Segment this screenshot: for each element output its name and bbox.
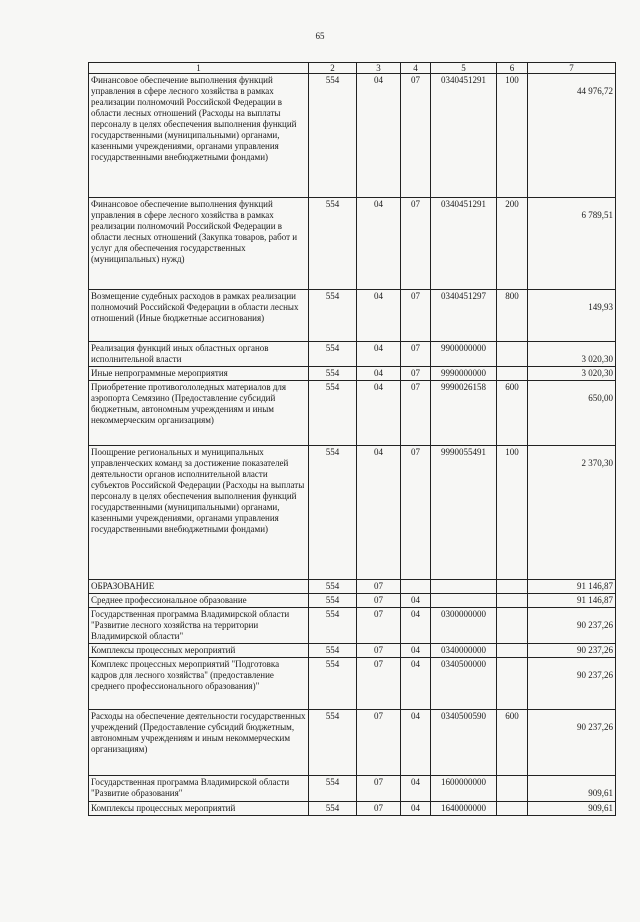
ministry-code-cell: 554: [309, 290, 357, 342]
section-code-cell: 07: [357, 580, 401, 594]
column-header: 7: [528, 63, 616, 74]
section-code-cell: 04: [357, 381, 401, 446]
row-name-cell: Государственная программа Владимирской области "Развитие лесного хозяйства на территории Владимирской области": [89, 608, 309, 644]
amount-cell: [528, 658, 616, 710]
section-code-cell: 07: [357, 644, 401, 658]
column-header: 1: [89, 63, 309, 74]
ministry-code-cell: 554: [309, 446, 357, 580]
expense-type-code-cell: 600: [497, 381, 528, 446]
column-header: 6: [497, 63, 528, 74]
amount-cell: [528, 381, 616, 446]
subsection-code-cell: 04: [401, 608, 431, 644]
subsection-code-cell: 07: [401, 74, 431, 198]
expense-type-code-cell: [497, 802, 528, 816]
amount-cell: [528, 594, 616, 608]
amount-value: 909,61: [588, 803, 613, 813]
amount-cell: [528, 74, 616, 198]
row-name-cell: Иные непрограммные мероприятия: [89, 367, 309, 381]
subsection-code-cell: 04: [401, 776, 431, 802]
amount-value: 90 237,26: [577, 620, 613, 630]
target-article-code-cell: [431, 580, 497, 594]
section-code-cell: 04: [357, 74, 401, 198]
table-row: [89, 594, 616, 608]
section-code-cell: 07: [357, 594, 401, 608]
amount-value: 149,93: [588, 302, 613, 312]
section-code-cell: 07: [357, 608, 401, 644]
expense-type-code-cell: [497, 580, 528, 594]
row-name-cell: Комплексы процессных мероприятий: [89, 644, 309, 658]
row-name-cell: Реализация функций иных областных органов исполнительной власти: [89, 342, 309, 367]
table-row: [89, 776, 616, 802]
target-article-code-cell: 1640000000: [431, 802, 497, 816]
table-row: [89, 658, 616, 710]
row-name-cell: Среднее профессиональное образование: [89, 594, 309, 608]
amount-value: 909,61: [588, 788, 613, 798]
amount-cell: [528, 198, 616, 290]
expense-type-code-cell: [497, 342, 528, 367]
table-row: [89, 644, 616, 658]
page-number: 65: [315, 31, 325, 41]
amount-cell: [528, 710, 616, 776]
ministry-code-cell: 554: [309, 381, 357, 446]
subsection-code-cell: 07: [401, 342, 431, 367]
table-row: [89, 367, 616, 381]
target-article-code-cell: 0340500590: [431, 710, 497, 776]
section-code-cell: 07: [357, 658, 401, 710]
amount-value: 3 020,30: [581, 368, 613, 378]
section-code-cell: 04: [357, 367, 401, 381]
subsection-code-cell: 07: [401, 446, 431, 580]
ministry-code-cell: 554: [309, 776, 357, 802]
target-article-code-cell: 1600000000: [431, 776, 497, 802]
ministry-code-cell: 554: [309, 594, 357, 608]
row-name-cell: Приобретение противогололедных материалов для аэропорта Семязино (Предоставление субсидий бюджетным, автономным учреждениям и иным некоммерческим организациям): [89, 381, 309, 446]
ministry-code-cell: 554: [309, 74, 357, 198]
expense-type-code-cell: 200: [497, 198, 528, 290]
amount-cell: [528, 608, 616, 644]
expense-type-code-cell: [497, 644, 528, 658]
ministry-code-cell: 554: [309, 580, 357, 594]
table-row: [89, 74, 616, 198]
ministry-code-cell: 554: [309, 644, 357, 658]
subsection-code-cell: 07: [401, 381, 431, 446]
expense-type-code-cell: 800: [497, 290, 528, 342]
table-row: [89, 710, 616, 776]
target-article-code-cell: 0340500000: [431, 658, 497, 710]
section-code-cell: 04: [357, 446, 401, 580]
amount-value: 3 020,30: [581, 354, 613, 364]
ministry-code-cell: 554: [309, 802, 357, 816]
row-name-cell: Государственная программа Владимирской области "Развитие образования": [89, 776, 309, 802]
target-article-code-cell: 0340000000: [431, 644, 497, 658]
subsection-code-cell: 07: [401, 367, 431, 381]
amount-value: 90 237,26: [577, 722, 613, 732]
ministry-code-cell: 554: [309, 608, 357, 644]
budget-table: [88, 62, 616, 816]
table-row: [89, 802, 616, 816]
subsection-code-cell: 04: [401, 710, 431, 776]
column-header: 5: [431, 63, 497, 74]
row-name-cell: Поощрение региональных и муниципальных управленческих команд за достижение показателей деятельности органов исполнительной власти субъектов Российской Федерации (Расходы на выплаты персоналу в целях обеспечения выполнения функций государственными (муниципальными) органами, казенными учреждениями, органами управления государственными внебюджетными фондами): [89, 446, 309, 580]
table-row: [89, 608, 616, 644]
row-name-cell: Финансовое обеспечение выполнения функций управления в сфере лесного хозяйства в рамках реализации полномочий Российской Федерации в области лесных отношений (Расходы на выплаты персоналу в целях обеспечения выполнения функций государственными (муниципальными) органами, казенными учреждениями, органами управления государственными внебюджетными фондами): [89, 74, 309, 198]
subsection-code-cell: [401, 580, 431, 594]
amount-value: 44 976,72: [577, 86, 613, 96]
table-row: [89, 381, 616, 446]
ministry-code-cell: 554: [309, 710, 357, 776]
subsection-code-cell: 04: [401, 802, 431, 816]
target-article-code-cell: 0340451297: [431, 290, 497, 342]
amount-value: 650,00: [588, 393, 613, 403]
expense-type-code-cell: [497, 776, 528, 802]
target-article-code-cell: 9990055491: [431, 446, 497, 580]
column-header: 4: [401, 63, 431, 74]
target-article-code-cell: 9990000000: [431, 367, 497, 381]
target-article-code-cell: 0340451291: [431, 198, 497, 290]
amount-cell: [528, 644, 616, 658]
target-article-code-cell: 0300000000: [431, 608, 497, 644]
ministry-code-cell: 554: [309, 342, 357, 367]
subsection-code-cell: 04: [401, 594, 431, 608]
row-name-cell: Возмещение судебных расходов в рамках реализации полномочий Российской Федерации в области лесных отношений (Иные бюджетные ассигнования): [89, 290, 309, 342]
expense-type-code-cell: [497, 594, 528, 608]
subsection-code-cell: 04: [401, 658, 431, 710]
row-name-cell: Финансовое обеспечение выполнения функций управления в сфере лесного хозяйства в рамках реализации полномочий Российской Федерации в области лесных отношений (Закупка товаров, работ и услуг для обеспечения государственных (муниципальных) нужд): [89, 198, 309, 290]
amount-value: 90 237,26: [577, 645, 613, 655]
section-code-cell: 07: [357, 802, 401, 816]
amount-value: 90 237,26: [577, 670, 613, 680]
subsection-code-cell: 07: [401, 290, 431, 342]
expense-type-code-cell: [497, 608, 528, 644]
amount-cell: [528, 446, 616, 580]
amount-cell: [528, 580, 616, 594]
section-code-cell: 07: [357, 710, 401, 776]
amount-cell: [528, 342, 616, 367]
amount-cell: [528, 776, 616, 802]
expense-type-code-cell: [497, 367, 528, 381]
amount-value: 2 370,30: [581, 458, 613, 468]
table-row: [89, 342, 616, 367]
expense-type-code-cell: 100: [497, 74, 528, 198]
ministry-code-cell: 554: [309, 198, 357, 290]
amount-value: 6 789,51: [581, 210, 613, 220]
expense-type-code-cell: 100: [497, 446, 528, 580]
target-article-code-cell: [431, 594, 497, 608]
table-row: [89, 446, 616, 580]
table-row: [89, 198, 616, 290]
section-code-cell: 07: [357, 776, 401, 802]
amount-cell: [528, 290, 616, 342]
section-code-cell: 04: [357, 198, 401, 290]
target-article-code-cell: 0340451291: [431, 74, 497, 198]
column-header: 2: [309, 63, 357, 74]
target-article-code-cell: 9990026158: [431, 381, 497, 446]
amount-value: 91 146,87: [577, 581, 613, 591]
column-header: 3: [357, 63, 401, 74]
table-row: [89, 580, 616, 594]
target-article-code-cell: 9900000000: [431, 342, 497, 367]
row-name-cell: Комплексы процессных мероприятий: [89, 802, 309, 816]
amount-cell: [528, 367, 616, 381]
row-name-cell: Расходы на обеспечение деятельности государственных учреждений (Предоставление субсидий бюджетным, автономным учреждениям и иным некоммерческим организациям): [89, 710, 309, 776]
ministry-code-cell: 554: [309, 367, 357, 381]
table-row: [89, 290, 616, 342]
subsection-code-cell: 07: [401, 198, 431, 290]
subsection-code-cell: 04: [401, 644, 431, 658]
ministry-code-cell: 554: [309, 658, 357, 710]
section-code-cell: 04: [357, 290, 401, 342]
expense-type-code-cell: [497, 658, 528, 710]
expense-type-code-cell: 600: [497, 710, 528, 776]
section-code-cell: 04: [357, 342, 401, 367]
row-name-cell: Комплекс процессных мероприятий "Подготовка кадров для лесного хозяйства" (предоставление среднего профессионального образования)": [89, 658, 309, 710]
amount-cell: [528, 802, 616, 816]
amount-value: 91 146,87: [577, 595, 613, 605]
table-header-row: [89, 63, 616, 74]
row-name-cell: ОБРАЗОВАНИЕ: [89, 580, 309, 594]
